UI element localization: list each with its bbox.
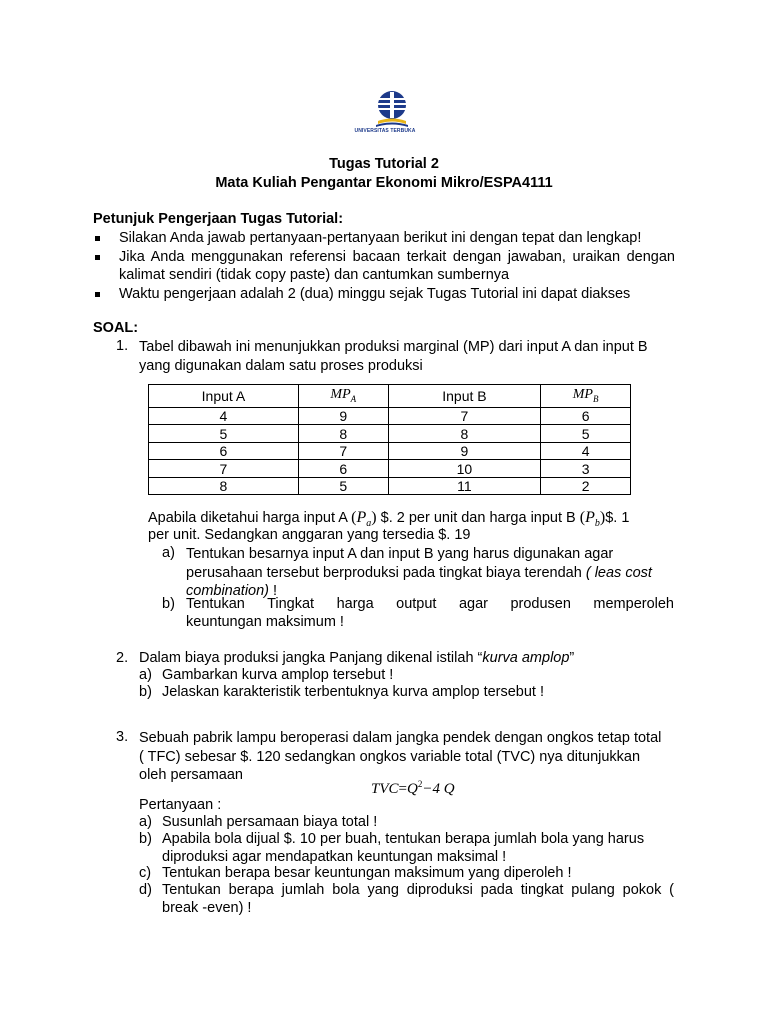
header-mp-b: $MP_B$: [541, 385, 631, 408]
header-input-a: Input A: [149, 385, 299, 408]
table-cell: 9: [298, 407, 388, 425]
q3-question-label: Pertanyaan :: [139, 797, 222, 813]
table-row: [149, 425, 631, 443]
table-cell: 8: [149, 477, 299, 495]
table-cell: 5: [541, 425, 631, 443]
bullet-icon: [95, 255, 100, 260]
table-cell: 7: [298, 442, 388, 460]
bullet-icon: [95, 292, 100, 297]
table-cell: 10: [388, 460, 541, 478]
table-cell: 8: [388, 425, 541, 443]
document-title: Tugas Tutorial 2: [329, 156, 439, 172]
table-row: [149, 460, 631, 478]
q1b-label: b): [162, 596, 175, 612]
price-b-symbol: $(P_b)$: [579, 509, 606, 530]
table-cell: 7: [388, 407, 541, 425]
q3c-label: c): [139, 865, 152, 881]
header-mp-a: $MP_A$: [298, 385, 388, 408]
table-cell: 2: [541, 477, 631, 495]
table-cell: 4: [541, 442, 631, 460]
table-cell: 9: [388, 442, 541, 460]
table-cell: 7: [149, 460, 299, 478]
q2b-text: Jelaskan karakteristik terbentuknya kurva amplop tersebut !: [162, 684, 545, 700]
q1-price-line: Apabila diketahui harga input A $(P_a)$ $. 2 per unit dan harga input B $(P_b)\$$. 1: [148, 509, 630, 530]
q1b-line2: keuntungan maksimum !: [186, 614, 344, 630]
instructions-heading: Petunjuk Pengerjaan Tugas Tutorial:: [93, 211, 344, 227]
table-row: [149, 407, 631, 425]
table-cell: 5: [298, 477, 388, 495]
table-row: [149, 442, 631, 460]
table-cell: 6: [149, 442, 299, 460]
bullet-icon: [95, 236, 100, 241]
table-cell: 11: [388, 477, 541, 495]
instructions-list: [93, 229, 675, 303]
q1-number: 1.: [116, 338, 129, 354]
q1-budget-line: per unit. Sedangkan anggaran yang tersedia $. 19: [148, 527, 471, 543]
q1-text: Tabel dibawah ini menunjukkan produksi marginal (MP) dari input A dan input B yang digunakan dalam satu proses produksi: [139, 339, 648, 374]
instruction-item: Jika Anda menggunakan referensi bacaan terkait dengan jawaban, uraikan dengan kalimat sendiri (tidak copy paste) dan cantumkan sumbernya: [93, 248, 675, 285]
instruction-item: Silakan Anda jawab pertanyaan-pertanyaan berikut ini dengan tepat dan lengkap!: [93, 229, 675, 248]
price-a-symbol: $(P_a)$: [351, 509, 377, 530]
table-cell: 3: [541, 460, 631, 478]
q2b-label: b): [139, 684, 152, 700]
q3d-label: d): [139, 882, 152, 898]
production-table: [148, 384, 631, 495]
q2a-text: Gambarkan kurva amplop tersebut !: [162, 667, 394, 683]
tvc-equation: $TVC=Q^2-4$ Q: [371, 779, 455, 797]
soal-heading: SOAL:: [93, 320, 139, 336]
q3b-label: b): [139, 831, 152, 847]
q3-text: Sebuah pabrik lampu beroperasi dalam jangka pendek dengan ongkos tetap total ( TFC) sebesar $. 120 sedangkan ongkos variable total (TVC) nya ditunjukkan oleh persamaan: [139, 730, 662, 783]
q3c-text: Tentukan berapa besar keuntungan maksimum yang diperoleh !: [162, 865, 572, 881]
document-subtitle: Mata Kuliah Pengantar Ekonomi Mikro/ESPA4111: [215, 175, 553, 191]
table-header-row: [149, 385, 631, 408]
q2a-label: a): [139, 667, 152, 683]
q3a-text: Susunlah persamaan biaya total !: [162, 814, 378, 830]
table-cell: 6: [541, 407, 631, 425]
table-cell: 5: [149, 425, 299, 443]
q3-number: 3.: [116, 729, 129, 745]
header-input-b: Input B: [388, 385, 541, 408]
table-cell: 4: [149, 407, 299, 425]
table-cell: 8: [298, 425, 388, 443]
table-row: [149, 477, 631, 495]
q1b-line1: Tentukan Tingkat harga output agar produsen memperoleh: [186, 596, 674, 612]
logo-caption: UNIVERSITAS TERBUKA: [354, 128, 416, 134]
table-cell: 6: [298, 460, 388, 478]
q3a-label: a): [139, 814, 152, 830]
q1a-label: a): [162, 545, 175, 561]
q2-number: 2.: [116, 650, 129, 666]
q1a-text: Tentukan besarnya input A dan input B yang harus digunakan agar perusahaan tersebut berproduksi pada tingkat biaya terendah ( leas cost combination) !: [186, 546, 652, 599]
q3b-text: Apabila bola dijual $. 10 per buah, tentukan berapa jumlah bola yang harus diproduksi agar mendapatkan keuntungan maksimal !: [162, 831, 645, 865]
instruction-item: Waktu pengerjaan adalah 2 (dua) minggu sejak Tugas Tutorial ini dapat diakses: [93, 285, 675, 304]
q2-text: Dalam biaya produksi jangka Panjang dikenal istilah “kurva amplop”: [139, 650, 575, 666]
q3d-text: Tentukan berapa jumlah bola yang diproduksi pada tingkat pulang pokok ( break -even) !: [162, 882, 674, 916]
